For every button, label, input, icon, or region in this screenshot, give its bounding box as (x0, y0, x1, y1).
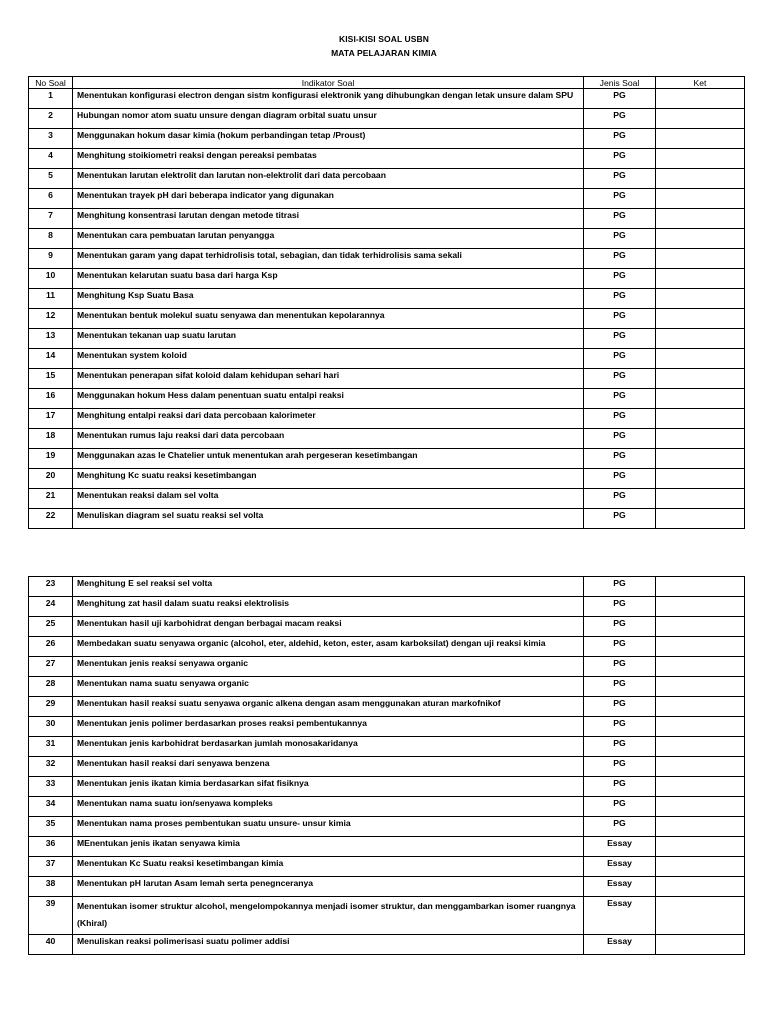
row-number: 32 (29, 757, 73, 777)
table-row (29, 509, 745, 529)
row-note (656, 677, 745, 697)
row-indicator: Menghitung Kc suatu reaksi kesetimbangan (73, 469, 584, 489)
row-indicator: Menentukan jenis reaksi senyawa organic (73, 657, 584, 677)
row-note (656, 935, 745, 955)
row-number: 17 (29, 409, 73, 429)
row-note (656, 797, 745, 817)
table-row (29, 677, 745, 697)
row-note (656, 717, 745, 737)
table-row (29, 389, 745, 409)
row-question-type: PG (584, 777, 656, 797)
table-row (29, 657, 745, 677)
row-question-type: PG (584, 89, 656, 109)
row-note (656, 617, 745, 637)
row-note (656, 817, 745, 837)
row-note (656, 637, 745, 657)
row-number: 36 (29, 837, 73, 857)
row-indicator: Menentukan isomer struktur alcohol, mengelompokannya menjadi isomer struktur, dan menggambarkan isomer ruangnya (Khiral) (73, 897, 584, 935)
table-row (29, 189, 745, 209)
table-row (29, 697, 745, 717)
row-indicator: Menuliskan reaksi polimerisasi suatu polimer addisi (73, 935, 584, 955)
row-question-type: PG (584, 449, 656, 469)
row-question-type: PG (584, 597, 656, 617)
row-note (656, 229, 745, 249)
row-indicator: Menentukan kelarutan suatu basa dari harga Ksp (73, 269, 584, 289)
row-question-type: PG (584, 697, 656, 717)
row-indicator: Menggunakan hokum dasar kimia (hokum perbandingan tetap /Proust) (73, 129, 584, 149)
table-row (29, 129, 745, 149)
row-note (656, 597, 745, 617)
row-indicator: Menentukan cara pembuatan larutan penyangga (73, 229, 584, 249)
row-indicator: Menentukan jenis polimer berdasarkan proses reaksi pembentukannya (73, 717, 584, 737)
header-no-soal: No Soal (29, 77, 73, 89)
row-question-type: PG (584, 109, 656, 129)
table-row (29, 757, 745, 777)
row-number: 29 (29, 697, 73, 717)
row-indicator: Membedakan suatu senyawa organic (alcohol, eter, aldehid, keton, ester, asam karboksilat) dengan uji reaksi kimia (73, 637, 584, 657)
row-number: 31 (29, 737, 73, 757)
row-number: 34 (29, 797, 73, 817)
table-row (29, 777, 745, 797)
row-note (656, 349, 745, 369)
table-row (29, 817, 745, 837)
row-indicator: Menentukan garam yang dapat terhidrolisis total, sebagian, dan tidak terhidrolisis sama sekali (73, 249, 584, 269)
row-indicator: Menentukan jenis karbohidrat berdasarkan jumlah monosakaridanya (73, 737, 584, 757)
row-indicator: Menentukan reaksi dalam sel volta (73, 489, 584, 509)
table-row (29, 449, 745, 469)
row-question-type: PG (584, 737, 656, 757)
row-indicator: Menentukan system koloid (73, 349, 584, 369)
row-number: 5 (29, 169, 73, 189)
row-indicator: Menentukan hasil uji karbohidrat dengan berbagai macam reaksi (73, 617, 584, 637)
row-note (656, 697, 745, 717)
row-indicator: Menentukan penerapan sifat koloid dalam kehidupan sehari hari (73, 369, 584, 389)
row-number: 16 (29, 389, 73, 409)
row-question-type: PG (584, 637, 656, 657)
row-indicator: Menentukan hasil reaksi dari senyawa benzena (73, 757, 584, 777)
row-note (656, 289, 745, 309)
row-question-type: PG (584, 269, 656, 289)
table-row (29, 577, 745, 597)
row-question-type: PG (584, 189, 656, 209)
row-note (656, 837, 745, 857)
row-number: 40 (29, 935, 73, 955)
row-number: 26 (29, 637, 73, 657)
row-number: 3 (29, 129, 73, 149)
row-indicator: Menghitung zat hasil dalam suatu reaksi elektrolisis (73, 597, 584, 617)
table-row (29, 597, 745, 617)
row-indicator: Menentukan trayek pH dari beberapa indicator yang digunakan (73, 189, 584, 209)
row-indicator: Menggunakan azas le Chatelier untuk menentukan arah pergeseran kesetimbangan (73, 449, 584, 469)
document-title: KISI-KISI SOAL USBN (338, 34, 430, 44)
row-number: 10 (29, 269, 73, 289)
row-number: 37 (29, 857, 73, 877)
indicator-table-part-2 (28, 576, 745, 955)
row-number: 15 (29, 369, 73, 389)
row-question-type: PG (584, 757, 656, 777)
row-indicator: Menentukan bentuk molekul suatu senyawa dan menentukan kepolarannya (73, 309, 584, 329)
table-row (29, 289, 745, 309)
row-question-type: PG (584, 209, 656, 229)
row-question-type: PG (584, 509, 656, 529)
row-question-type: PG (584, 369, 656, 389)
table-row (29, 89, 745, 109)
table-header-row (29, 77, 745, 89)
row-question-type: PG (584, 309, 656, 329)
row-number: 18 (29, 429, 73, 449)
table-row (29, 935, 745, 955)
table-row (29, 617, 745, 637)
row-indicator: Menentukan konfigurasi electron dengan sistm konfigurasi elektronik yang dihubungkan dengan letak unsure dalam SPU (73, 89, 584, 109)
row-question-type: PG (584, 229, 656, 249)
row-number: 9 (29, 249, 73, 269)
row-number: 23 (29, 577, 73, 597)
row-note (656, 209, 745, 229)
row-number: 39 (29, 897, 73, 935)
row-question-type: PG (584, 429, 656, 449)
table-row (29, 269, 745, 289)
table-row (29, 737, 745, 757)
row-number: 6 (29, 189, 73, 209)
row-number: 27 (29, 657, 73, 677)
row-note (656, 757, 745, 777)
table-row (29, 429, 745, 449)
row-note (656, 489, 745, 509)
row-indicator: Menggunakan hokum Hess dalam penentuan suatu entalpi reaksi (73, 389, 584, 409)
row-number: 33 (29, 777, 73, 797)
row-note (656, 777, 745, 797)
table-row (29, 897, 745, 935)
row-number: 30 (29, 717, 73, 737)
row-number: 28 (29, 677, 73, 697)
row-number: 19 (29, 449, 73, 469)
row-number: 20 (29, 469, 73, 489)
row-number: 1 (29, 89, 73, 109)
row-question-type: PG (584, 129, 656, 149)
row-note (656, 249, 745, 269)
row-question-type: PG (584, 409, 656, 429)
row-note (656, 509, 745, 529)
row-number: 38 (29, 877, 73, 897)
table-row (29, 469, 745, 489)
row-note (656, 129, 745, 149)
row-question-type: PG (584, 289, 656, 309)
row-note (656, 109, 745, 129)
row-question-type: PG (584, 469, 656, 489)
row-indicator: Menghitung stoikiometri reaksi dengan pereaksi pembatas (73, 149, 584, 169)
row-question-type: Essay (584, 897, 656, 935)
row-indicator: Menentukan nama suatu ion/senyawa kompleks (73, 797, 584, 817)
row-question-type: PG (584, 169, 656, 189)
row-indicator: Menghitung konsentrasi larutan dengan metode titrasi (73, 209, 584, 229)
row-indicator: Menentukan nama suatu senyawa organic (73, 677, 584, 697)
row-question-type: PG (584, 389, 656, 409)
table-row (29, 349, 745, 369)
row-note (656, 449, 745, 469)
row-note (656, 389, 745, 409)
table-row (29, 109, 745, 129)
row-question-type: Essay (584, 857, 656, 877)
indicator-table-part-1 (28, 76, 745, 529)
table-row (29, 637, 745, 657)
row-number: 11 (29, 289, 73, 309)
table-row (29, 717, 745, 737)
row-question-type: PG (584, 657, 656, 677)
row-note (656, 877, 745, 897)
table-row (29, 329, 745, 349)
row-indicator: Menentukan jenis ikatan kimia berdasarkan sifat fisiknya (73, 777, 584, 797)
row-indicator: Menuliskan diagram sel suatu reaksi sel volta (73, 509, 584, 529)
row-note (656, 469, 745, 489)
row-note (656, 657, 745, 677)
row-indicator: Menentukan hasil reaksi suatu senyawa organic alkena dengan asam menggunakan aturan markofnikof (73, 697, 584, 717)
row-note (656, 329, 745, 349)
row-indicator: Menentukan Kc Suatu reaksi kesetimbangan kimia (73, 857, 584, 877)
row-number: 2 (29, 109, 73, 129)
row-note (656, 857, 745, 877)
row-question-type: Essay (584, 935, 656, 955)
row-number: 7 (29, 209, 73, 229)
row-number: 8 (29, 229, 73, 249)
header-jenis-soal: Jenis Soal (584, 77, 656, 89)
row-question-type: Essay (584, 877, 656, 897)
row-indicator: Menghitung Ksp Suatu Basa (73, 289, 584, 309)
row-indicator: Menentukan pH larutan Asam lemah serta penegnceranya (73, 877, 584, 897)
row-note (656, 169, 745, 189)
table-row (29, 369, 745, 389)
table-row (29, 857, 745, 877)
row-question-type: PG (584, 617, 656, 637)
row-number: 35 (29, 817, 73, 837)
row-question-type: PG (584, 717, 656, 737)
header-ket: Ket (656, 77, 745, 89)
row-question-type: PG (584, 349, 656, 369)
table-row (29, 409, 745, 429)
row-number: 13 (29, 329, 73, 349)
row-number: 22 (29, 509, 73, 529)
row-note (656, 897, 745, 935)
row-question-type: Essay (584, 837, 656, 857)
row-indicator: MEnentukan jenis ikatan senyawa kimia (73, 837, 584, 857)
row-indicator: Menentukan rumus laju reaksi dari data percobaan (73, 429, 584, 449)
table-row (29, 797, 745, 817)
row-question-type: PG (584, 577, 656, 597)
row-number: 12 (29, 309, 73, 329)
table-row (29, 249, 745, 269)
row-question-type: PG (584, 329, 656, 349)
row-question-type: PG (584, 249, 656, 269)
header-indikator-soal: Indikator Soal (73, 77, 584, 89)
table-row (29, 489, 745, 509)
table-row (29, 209, 745, 229)
table-row (29, 877, 745, 897)
row-question-type: PG (584, 817, 656, 837)
table-row (29, 837, 745, 857)
row-number: 14 (29, 349, 73, 369)
row-note (656, 409, 745, 429)
row-note (656, 189, 745, 209)
row-indicator: Menentukan larutan elektrolit dan larutan non-elektrolit dari data percobaan (73, 169, 584, 189)
row-number: 25 (29, 617, 73, 637)
table-row (29, 229, 745, 249)
row-note (656, 369, 745, 389)
row-note (656, 577, 745, 597)
row-indicator: Hubungan nomor atom suatu unsure dengan diagram orbital suatu unsur (73, 109, 584, 129)
row-question-type: PG (584, 149, 656, 169)
row-note (656, 269, 745, 289)
row-note (656, 149, 745, 169)
row-number: 24 (29, 597, 73, 617)
row-note (656, 429, 745, 449)
row-question-type: PG (584, 489, 656, 509)
row-number: 4 (29, 149, 73, 169)
row-note (656, 309, 745, 329)
row-question-type: PG (584, 677, 656, 697)
table-row (29, 149, 745, 169)
document-subtitle: MATA PELAJARAN KIMIA (331, 48, 437, 58)
row-note (656, 89, 745, 109)
row-indicator: Menghitung entalpi reaksi dari data percobaan kalorimeter (73, 409, 584, 429)
table-row (29, 309, 745, 329)
row-indicator: Menentukan nama proses pembentukan suatu unsure- unsur kimia (73, 817, 584, 837)
row-indicator: Menentukan tekanan uap suatu larutan (73, 329, 584, 349)
row-indicator: Menghitung E sel reaksi sel volta (73, 577, 584, 597)
table-row (29, 169, 745, 189)
row-number: 21 (29, 489, 73, 509)
row-note (656, 737, 745, 757)
row-question-type: PG (584, 797, 656, 817)
